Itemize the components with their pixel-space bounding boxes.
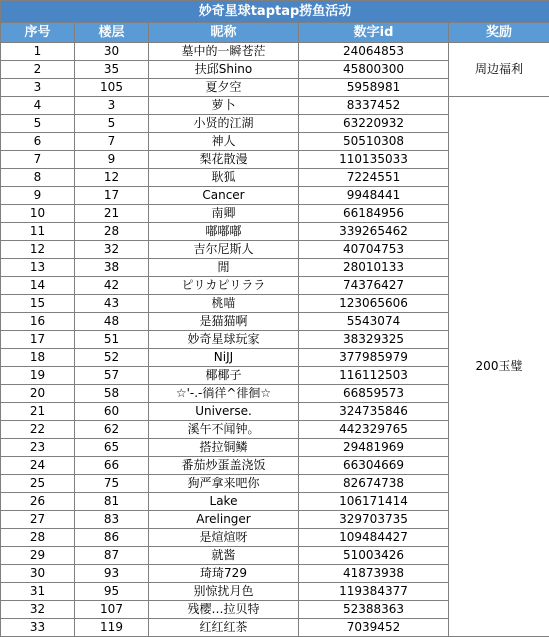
cell-index: 10 <box>1 205 75 223</box>
cell-index: 27 <box>1 511 75 529</box>
cell-index: 32 <box>1 601 75 619</box>
cell-nickname: Arelinger <box>149 511 299 529</box>
cell-digital-id: 74376427 <box>299 277 449 295</box>
cell-floor: 57 <box>75 367 149 385</box>
reward-cell-group2: 200玉璧 <box>449 97 549 637</box>
cell-digital-id: 38329325 <box>299 331 449 349</box>
cell-nickname: 是煊煊呀 <box>149 529 299 547</box>
cell-nickname: 番茄炒蛋盖浇饭 <box>149 457 299 475</box>
cell-floor: 87 <box>75 547 149 565</box>
cell-index: 12 <box>1 241 75 259</box>
cell-nickname: 溪午不闻钟。 <box>149 421 299 439</box>
cell-floor: 75 <box>75 475 149 493</box>
cell-digital-id: 66184956 <box>299 205 449 223</box>
cell-index: 33 <box>1 619 75 637</box>
cell-digital-id: 442329765 <box>299 421 449 439</box>
cell-floor: 60 <box>75 403 149 421</box>
cell-index: 2 <box>1 61 75 79</box>
reward-cell-group1: 周边福利 <box>449 43 549 97</box>
cell-index: 17 <box>1 331 75 349</box>
cell-nickname: 搭拉铜鳞 <box>149 439 299 457</box>
cell-floor: 119 <box>75 619 149 637</box>
cell-nickname: Cancer <box>149 187 299 205</box>
cell-index: 5 <box>1 115 75 133</box>
cell-floor: 43 <box>75 295 149 313</box>
header-floor: 楼层 <box>75 23 149 43</box>
header-reward: 奖励 <box>449 23 549 43</box>
cell-digital-id: 51003426 <box>299 547 449 565</box>
cell-index: 8 <box>1 169 75 187</box>
cell-index: 1 <box>1 43 75 61</box>
cell-digital-id: 9948441 <box>299 187 449 205</box>
header-nickname: 昵称 <box>149 23 299 43</box>
cell-index: 28 <box>1 529 75 547</box>
cell-floor: 95 <box>75 583 149 601</box>
cell-digital-id: 82674738 <box>299 475 449 493</box>
cell-digital-id: 106171414 <box>299 493 449 511</box>
cell-floor: 52 <box>75 349 149 367</box>
cell-nickname: 桃喵 <box>149 295 299 313</box>
cell-floor: 3 <box>75 97 149 115</box>
cell-index: 25 <box>1 475 75 493</box>
cell-digital-id: 324735846 <box>299 403 449 421</box>
cell-floor: 81 <box>75 493 149 511</box>
cell-floor: 48 <box>75 313 149 331</box>
cell-index: 22 <box>1 421 75 439</box>
cell-nickname: 别惊扰月色 <box>149 583 299 601</box>
table-title: 妙奇星球taptap捞鱼活动 <box>1 1 549 23</box>
cell-nickname: ピリカピリララ <box>149 277 299 295</box>
cell-nickname: 小贤的江湖 <box>149 115 299 133</box>
cell-nickname: 耿狐 <box>149 169 299 187</box>
header-digital-id: 数字id <box>299 23 449 43</box>
cell-digital-id: 41873938 <box>299 565 449 583</box>
cell-nickname: 南卿 <box>149 205 299 223</box>
cell-floor: 32 <box>75 241 149 259</box>
cell-digital-id: 5543074 <box>299 313 449 331</box>
cell-floor: 66 <box>75 457 149 475</box>
cell-index: 30 <box>1 565 75 583</box>
cell-nickname: 扶邱Shino <box>149 61 299 79</box>
cell-digital-id: 377985979 <box>299 349 449 367</box>
cell-nickname: 萝卜 <box>149 97 299 115</box>
cell-nickname: 吉尔尼斯人 <box>149 241 299 259</box>
cell-nickname: 是猫猫啊 <box>149 313 299 331</box>
cell-digital-id: 66304669 <box>299 457 449 475</box>
cell-floor: 58 <box>75 385 149 403</box>
cell-digital-id: 63220932 <box>299 115 449 133</box>
table-row <box>1 43 549 61</box>
cell-digital-id: 66859573 <box>299 385 449 403</box>
cell-nickname: ☆'-.-徜徉^徘徊☆ <box>149 385 299 403</box>
cell-digital-id: 8337452 <box>299 97 449 115</box>
cell-floor: 30 <box>75 43 149 61</box>
cell-floor: 42 <box>75 277 149 295</box>
cell-nickname: 狗严拿来吧你 <box>149 475 299 493</box>
cell-floor: 38 <box>75 259 149 277</box>
cell-index: 31 <box>1 583 75 601</box>
cell-index: 4 <box>1 97 75 115</box>
cell-digital-id: 339265462 <box>299 223 449 241</box>
cell-nickname: 墓中的一瞬苍茫 <box>149 43 299 61</box>
cell-digital-id: 40704753 <box>299 241 449 259</box>
cell-index: 21 <box>1 403 75 421</box>
cell-index: 7 <box>1 151 75 169</box>
header-index: 序号 <box>1 23 75 43</box>
cell-nickname: 梨花散漫 <box>149 151 299 169</box>
cell-index: 18 <box>1 349 75 367</box>
cell-index: 14 <box>1 277 75 295</box>
cell-digital-id: 29481969 <box>299 439 449 457</box>
cell-nickname: NiJJ <box>149 349 299 367</box>
cell-nickname: Universe. <box>149 403 299 421</box>
cell-nickname: Lake <box>149 493 299 511</box>
cell-index: 3 <box>1 79 75 97</box>
cell-floor: 51 <box>75 331 149 349</box>
cell-floor: 5 <box>75 115 149 133</box>
table-row <box>1 97 549 115</box>
cell-index: 11 <box>1 223 75 241</box>
cell-nickname: 就酱 <box>149 547 299 565</box>
cell-index: 9 <box>1 187 75 205</box>
cell-digital-id: 109484427 <box>299 529 449 547</box>
cell-digital-id: 7224551 <box>299 169 449 187</box>
cell-digital-id: 110135033 <box>299 151 449 169</box>
cell-nickname: 红红红茶 <box>149 619 299 637</box>
cell-index: 15 <box>1 295 75 313</box>
title-row <box>1 1 549 23</box>
cell-nickname: 閒 <box>149 259 299 277</box>
cell-floor: 12 <box>75 169 149 187</box>
cell-digital-id: 7039452 <box>299 619 449 637</box>
cell-index: 6 <box>1 133 75 151</box>
cell-nickname: 夏夕空 <box>149 79 299 97</box>
cell-floor: 83 <box>75 511 149 529</box>
cell-index: 19 <box>1 367 75 385</box>
header-row <box>1 23 549 43</box>
cell-nickname: 椰椰子 <box>149 367 299 385</box>
cell-floor: 35 <box>75 61 149 79</box>
cell-floor: 28 <box>75 223 149 241</box>
cell-index: 20 <box>1 385 75 403</box>
cell-nickname: 嘟嘟嘟 <box>149 223 299 241</box>
cell-nickname: 妙奇星球玩家 <box>149 331 299 349</box>
cell-digital-id: 52388363 <box>299 601 449 619</box>
cell-floor: 62 <box>75 421 149 439</box>
cell-floor: 7 <box>75 133 149 151</box>
cell-index: 26 <box>1 493 75 511</box>
cell-index: 13 <box>1 259 75 277</box>
cell-floor: 105 <box>75 79 149 97</box>
cell-nickname: 神人 <box>149 133 299 151</box>
cell-floor: 17 <box>75 187 149 205</box>
cell-digital-id: 28010133 <box>299 259 449 277</box>
cell-digital-id: 329703735 <box>299 511 449 529</box>
cell-index: 23 <box>1 439 75 457</box>
cell-nickname: 琦琦729 <box>149 565 299 583</box>
cell-floor: 86 <box>75 529 149 547</box>
cell-digital-id: 45800300 <box>299 61 449 79</box>
cell-floor: 9 <box>75 151 149 169</box>
cell-digital-id: 116112503 <box>299 367 449 385</box>
cell-floor: 21 <box>75 205 149 223</box>
cell-digital-id: 119384377 <box>299 583 449 601</box>
cell-floor: 65 <box>75 439 149 457</box>
cell-nickname: 残樱…拉贝特 <box>149 601 299 619</box>
cell-digital-id: 123065606 <box>299 295 449 313</box>
cell-digital-id: 5958981 <box>299 79 449 97</box>
cell-index: 29 <box>1 547 75 565</box>
cell-floor: 93 <box>75 565 149 583</box>
cell-floor: 107 <box>75 601 149 619</box>
cell-index: 16 <box>1 313 75 331</box>
cell-index: 24 <box>1 457 75 475</box>
cell-digital-id: 24064853 <box>299 43 449 61</box>
cell-digital-id: 50510308 <box>299 133 449 151</box>
